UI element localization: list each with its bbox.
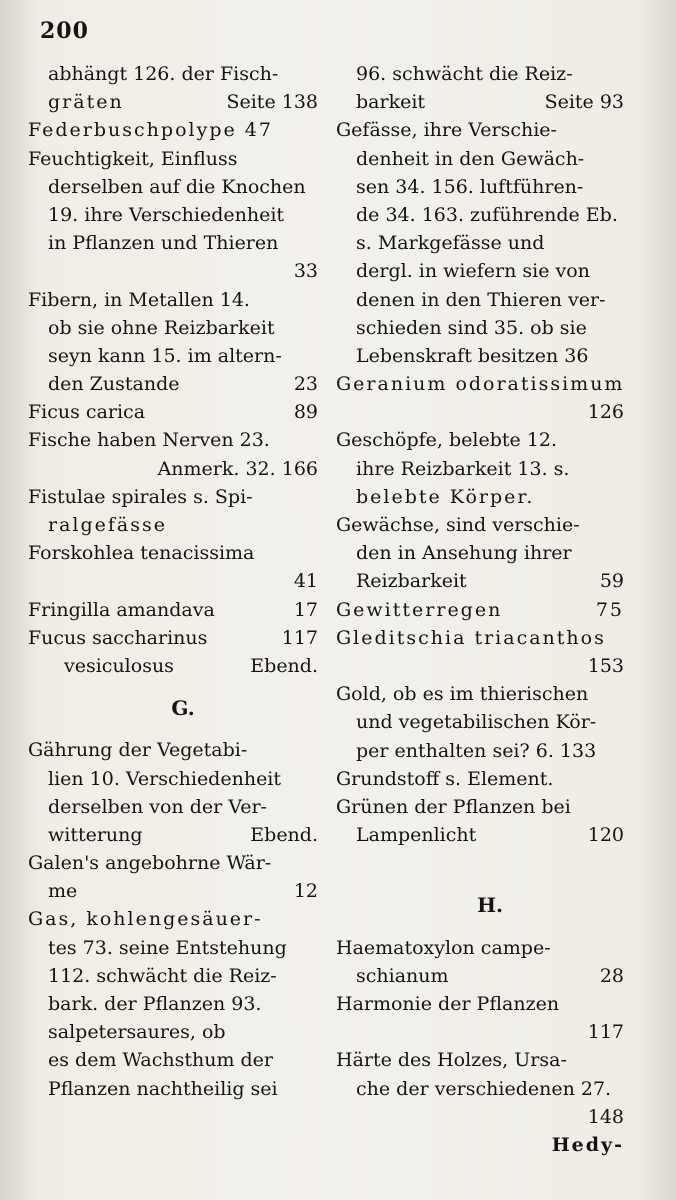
index-text: Fringilla amandava bbox=[28, 598, 215, 621]
page-ref: 120 bbox=[587, 824, 624, 847]
index-line: per enthalten sei? 6. 133 bbox=[356, 739, 597, 762]
index-text: Reizbarkeit bbox=[356, 570, 467, 593]
index-line: 112. schwächt die Reiz- bbox=[48, 964, 277, 987]
page-ref: 28 bbox=[599, 964, 624, 987]
index-text: Fucus saccharinus bbox=[28, 626, 208, 649]
index-line: sen 34. 156. luftführen- bbox=[356, 175, 584, 198]
index-entry bbox=[28, 596, 318, 624]
index-entry: Geranium odoratissimum bbox=[336, 373, 625, 396]
page-ref: Ebend. bbox=[250, 654, 318, 677]
index-line bbox=[336, 652, 624, 680]
spacer bbox=[336, 920, 624, 934]
index-line bbox=[336, 88, 624, 116]
index-line: tes 73. seine Entstehung bbox=[48, 936, 287, 959]
index-text: me bbox=[48, 880, 78, 903]
index-text: witterung bbox=[48, 823, 143, 846]
index-line: ihre Reizbarkeit 13. s. bbox=[356, 457, 570, 480]
page-number: 200 bbox=[40, 18, 89, 44]
index-entry: Gährung der Vegetabi- bbox=[28, 739, 248, 762]
index-text: Gewitterregen bbox=[336, 598, 503, 621]
section-heading-g: G. bbox=[171, 696, 195, 721]
index-line: Lebenskraft besitzen 36 bbox=[356, 344, 589, 367]
index-line: Pflanzen nachtheilig sei bbox=[48, 1077, 278, 1100]
index-entry: Feuchtigkeit, Einfluss bbox=[28, 147, 238, 170]
index-entry: Fibern, in Metallen 14. bbox=[28, 288, 250, 311]
page-ref: 89 bbox=[293, 401, 318, 424]
index-entry: Fische haben Nerven 23. bbox=[28, 429, 270, 452]
index-line bbox=[336, 567, 624, 595]
page-ref: 153 bbox=[587, 654, 624, 677]
index-line bbox=[28, 370, 318, 398]
page-ref: 75 bbox=[595, 598, 624, 621]
index-entry: Gas, kohlengesäuer- bbox=[28, 908, 263, 931]
index-line bbox=[28, 567, 318, 595]
index-line: lien 10. Verschiedenheit bbox=[48, 767, 282, 790]
spacer bbox=[28, 722, 318, 736]
index-entry: Gewächse, sind verschie- bbox=[336, 514, 580, 536]
index-entry: Geschöpfe, belebte 12. bbox=[336, 429, 558, 452]
index-text: schianum bbox=[356, 964, 449, 987]
index-line bbox=[28, 877, 318, 905]
index-entry: Haematoxylon campe- bbox=[336, 936, 551, 959]
index-entry: Grundstoff s. Element. bbox=[336, 767, 554, 790]
page-ref: Seite 138 bbox=[226, 91, 318, 114]
index-line bbox=[336, 1018, 624, 1046]
index-line: seyn kann 15. im altern- bbox=[48, 344, 282, 367]
spacer bbox=[336, 849, 624, 877]
index-entry: Härte des Holzes, Ursa- bbox=[336, 1049, 567, 1072]
page-ref: 12 bbox=[293, 880, 318, 903]
index-entry: Gefässe, ihre Verschie- bbox=[336, 119, 557, 142]
spacer bbox=[28, 680, 318, 694]
index-line: 96. schwächt die Reiz- bbox=[356, 63, 573, 85]
index-line: de 34. 163. zuführende Eb. bbox=[356, 203, 618, 226]
index-line bbox=[28, 88, 318, 116]
index-text: gräten bbox=[48, 91, 124, 114]
index-line: es dem Wachsthum der bbox=[48, 1049, 273, 1072]
index-column-right bbox=[336, 60, 624, 1159]
index-line: s. Markgefässe und bbox=[356, 232, 545, 255]
index-line bbox=[28, 652, 318, 680]
index-line: denen in den Thieren ver- bbox=[356, 288, 606, 311]
index-line bbox=[28, 455, 318, 483]
index-entry: Gleditschia triacanthos bbox=[336, 626, 606, 649]
index-entry: Galen's angebohrne Wär- bbox=[28, 852, 272, 875]
index-line bbox=[336, 962, 624, 990]
page-ref: 59 bbox=[599, 570, 624, 593]
page-ref: Ebend. bbox=[250, 823, 318, 846]
index-line: belebte Körper. bbox=[356, 485, 535, 508]
index-text: den Zustande bbox=[48, 373, 180, 396]
index-line: und vegetabilischen Kör- bbox=[356, 711, 597, 734]
page-ref: 117 bbox=[281, 626, 318, 649]
index-line: salpetersaures, ob bbox=[48, 1021, 226, 1044]
page-ref: 41 bbox=[293, 570, 318, 593]
index-entry: Forskohlea tenacissima bbox=[28, 542, 255, 565]
index-line: denheit in den Gewäch- bbox=[356, 147, 585, 170]
index-entry: Federbuschpolype 47 bbox=[28, 119, 273, 142]
page-ref: 33 bbox=[293, 260, 318, 283]
index-text: barkeit bbox=[356, 91, 426, 114]
catchword: Hedy- bbox=[551, 1133, 624, 1156]
page-ref: 126 bbox=[587, 401, 624, 424]
index-line bbox=[336, 398, 624, 426]
index-line: derselben von der Ver- bbox=[48, 795, 267, 818]
index-text: vesiculosus bbox=[64, 654, 174, 677]
page-ref: Seite 93 bbox=[544, 91, 624, 114]
index-line: derselben auf die Knochen bbox=[48, 175, 306, 198]
index-line: den in Ansehung ihrer bbox=[356, 542, 572, 565]
index-entry: Grünen der Pflanzen bei bbox=[336, 795, 571, 818]
spacer bbox=[336, 877, 624, 891]
index-line: abhängt 126. der Fisch- bbox=[48, 63, 279, 85]
index-line bbox=[28, 257, 318, 285]
section-heading-h: H. bbox=[477, 893, 503, 918]
index-line bbox=[336, 821, 624, 849]
index-line: schieden sind 35. ob sie bbox=[356, 316, 587, 339]
index-column-left bbox=[28, 60, 318, 1103]
index-line: bark. der Pflanzen 93. bbox=[48, 993, 262, 1015]
index-text: Ficus carica bbox=[28, 401, 146, 424]
page-ref: 117 bbox=[587, 1021, 624, 1044]
page-ref: 17 bbox=[293, 598, 318, 621]
index-entry: Gold, ob es im thierischen bbox=[336, 683, 589, 706]
index-line: dergl. in wiefern sie von bbox=[356, 260, 590, 283]
page-ref: 23 bbox=[293, 373, 318, 396]
index-line bbox=[28, 821, 318, 849]
index-line: ob sie ohne Reizbarkeit bbox=[48, 316, 275, 339]
index-line: ralgefässe bbox=[48, 514, 167, 536]
index-entry bbox=[28, 398, 318, 426]
index-line: in Pflanzen und Thieren bbox=[48, 232, 279, 255]
index-line bbox=[336, 1103, 624, 1131]
index-entry bbox=[336, 596, 624, 624]
index-line: che der verschiedenen 27. bbox=[356, 1077, 612, 1100]
page-ref: 148 bbox=[587, 1105, 624, 1128]
index-line: 19. ihre Verschiedenheit bbox=[48, 203, 285, 226]
index-entry: Harmonie der Pflanzen bbox=[336, 993, 560, 1015]
index-entry: Fistulae spirales s. Spi- bbox=[28, 485, 253, 508]
index-entry bbox=[28, 624, 318, 652]
index-text: Lampenlicht bbox=[356, 824, 477, 847]
page-ref: Anmerk. 32. 166 bbox=[157, 457, 318, 480]
